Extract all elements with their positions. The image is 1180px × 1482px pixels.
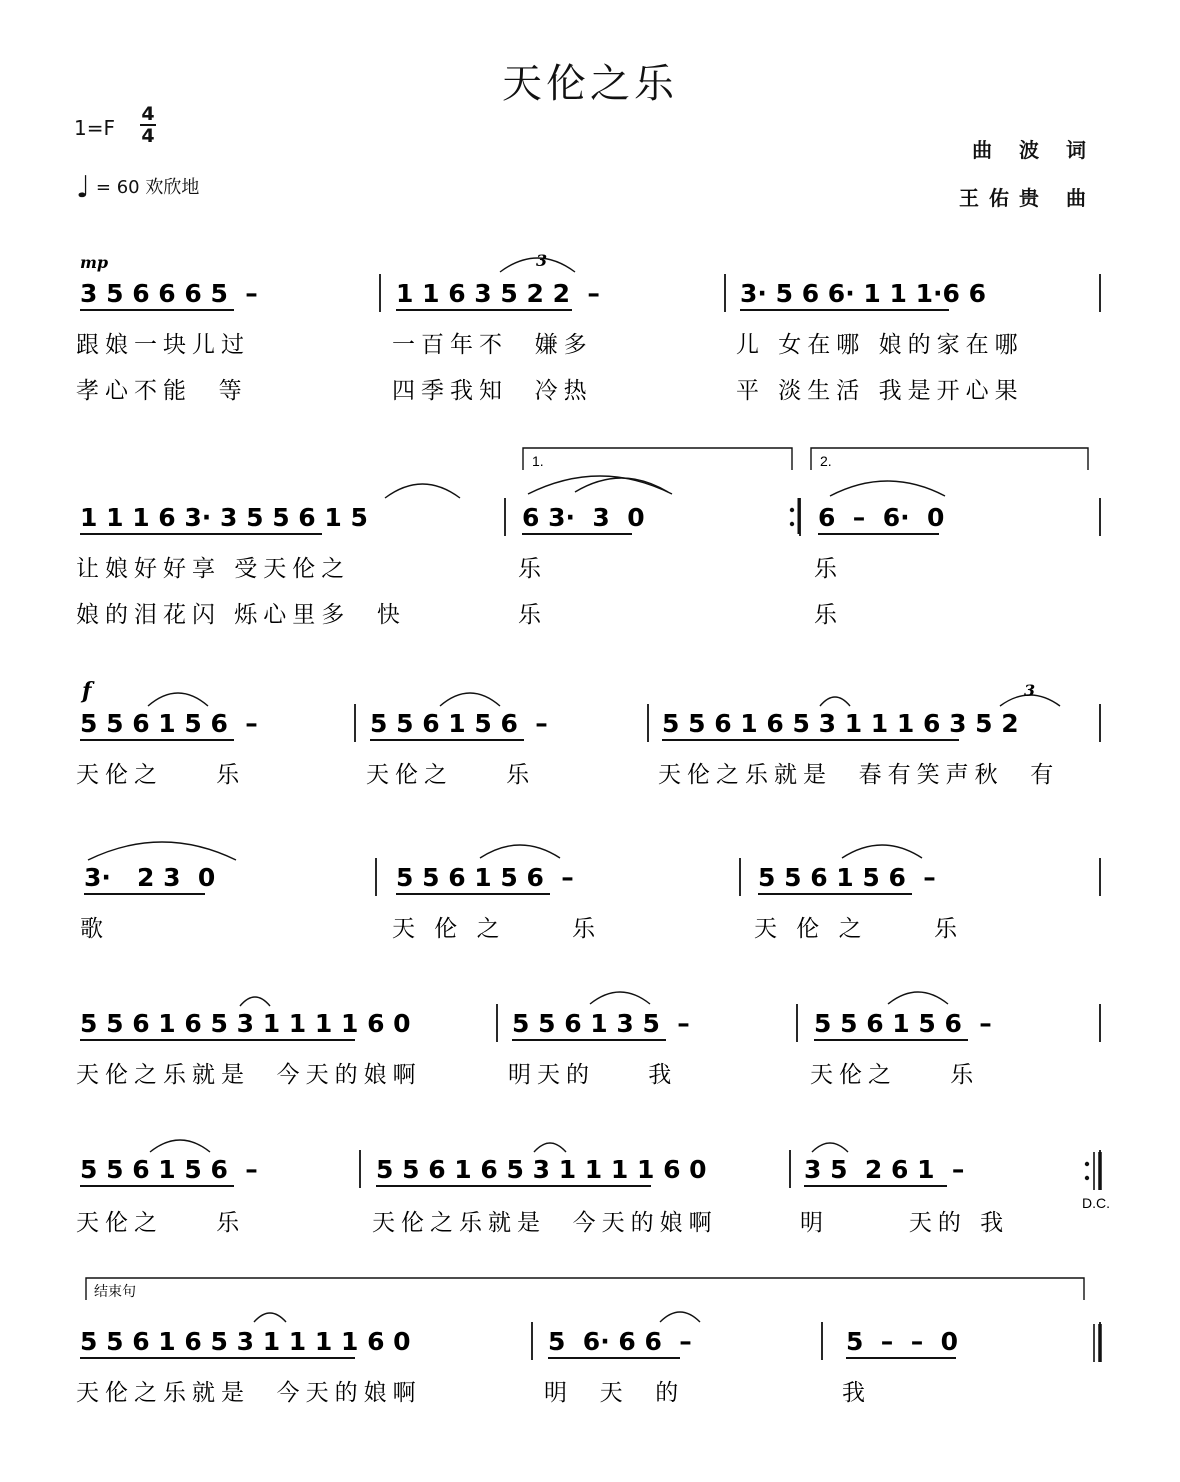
note-measure: 5 5 6 1 6 5 3 1 1 1 6 3 5 2 <box>662 709 1019 738</box>
note-measure: 5 5 6 1 6 5 3 1 1 1 1 6 0 <box>376 1155 707 1184</box>
lyric-text: 乐 <box>814 556 843 582</box>
lyric-text: 明 天的 我 <box>800 1210 1010 1236</box>
lyric-text: 天 伦 之 乐 <box>754 916 964 942</box>
lyric-text: 歌 <box>80 916 109 942</box>
note-measure: 5 5 6 1 5 6 – <box>758 863 936 892</box>
slur <box>88 842 236 860</box>
lyric-text: 平 淡生活 我是开心果 <box>736 378 1024 404</box>
song-title: 天伦之乐 <box>502 61 678 107</box>
key-signature: 1=F <box>74 116 115 140</box>
repeat-dot <box>790 522 794 526</box>
lyric-text: 天伦之 乐 <box>76 1210 246 1236</box>
tuplet-number: 3 <box>1024 681 1036 700</box>
slur <box>534 1143 566 1152</box>
dynamic-mp: mp <box>80 253 109 272</box>
lyric-text: 明天的 我 <box>508 1062 678 1088</box>
note-measure: 5 5 6 1 3 5 – <box>512 1009 690 1038</box>
volta-bracket-1 <box>523 448 792 470</box>
note-measure: 3 5 6 6 6 5 – <box>80 279 258 308</box>
lyric-text: 儿 女在哪 娘的家在哪 <box>736 332 1024 358</box>
note-measure: 5 – – 0 <box>846 1327 959 1356</box>
slur <box>820 697 850 706</box>
slur <box>812 1143 848 1152</box>
note-measure: 5 6· 6 6 – <box>548 1327 692 1356</box>
repeat-dot <box>1085 1162 1089 1166</box>
lyric-text: 天 伦 之 乐 <box>392 916 602 942</box>
lyricist-credit: 曲 波 词 <box>972 138 1096 162</box>
lyric-text: 天伦之 乐 <box>366 762 536 788</box>
lyric-text: 天伦之 乐 <box>76 762 246 788</box>
slur <box>385 484 460 498</box>
slur <box>148 693 208 706</box>
lyric-text: 明 天 的 <box>544 1380 685 1406</box>
slur <box>254 1313 286 1322</box>
repeat-dot <box>790 508 794 512</box>
time-sig-top: 4 <box>141 103 155 125</box>
volta-bracket-2 <box>811 448 1088 470</box>
note-measure: 3· 5 6 6· 1 1 1·6 6 <box>740 279 986 308</box>
slur <box>575 478 668 492</box>
slur <box>528 476 672 494</box>
note-measure: 5 5 6 1 5 6 – <box>80 1155 258 1184</box>
slur <box>888 992 948 1004</box>
slur <box>150 1140 210 1152</box>
note-measure: 3 5 2 6 1 – <box>804 1155 965 1184</box>
volta-2-label: 2. <box>820 453 832 469</box>
lyric-text: 孝心不能 等 <box>76 378 248 404</box>
lyric-text: 天伦之乐就是 今天的娘啊 <box>76 1062 422 1088</box>
lyric-text: 天伦之 乐 <box>810 1062 980 1088</box>
note-measure: 5 5 6 1 5 6 – <box>80 709 258 738</box>
quarter-note-icon: ♩ <box>76 170 91 205</box>
note-measure: 5 5 6 1 5 6 – <box>370 709 548 738</box>
note-measure: 5 5 6 1 5 6 – <box>814 1009 992 1038</box>
ending-bracket <box>86 1278 1084 1300</box>
tuplet-number: 3 <box>536 251 548 270</box>
lyric-text: 乐 <box>814 602 843 628</box>
slur <box>440 693 500 706</box>
lyric-text: 天伦之乐就是 今天的娘啊 <box>76 1380 422 1406</box>
slur <box>590 992 650 1004</box>
lyric-text: 乐 <box>518 602 547 628</box>
slur <box>240 997 270 1006</box>
repeat-dot <box>1085 1176 1089 1180</box>
tempo-text: = 60 欢欣地 <box>95 177 200 198</box>
slur <box>660 1312 700 1322</box>
lyric-text: 乐 <box>518 556 547 582</box>
volta-1-label: 1. <box>532 453 544 469</box>
note-measure: 5 5 6 1 6 5 3 1 1 1 1 6 0 <box>80 1327 411 1356</box>
ending-label: 结束句 <box>94 1283 136 1299</box>
lyric-text: 我 <box>842 1380 871 1406</box>
note-measure: 6 3· 3 0 <box>522 503 645 532</box>
note-measure: 1 1 6 3 5 2 2 – <box>396 279 600 308</box>
time-sig-bottom: 4 <box>141 125 155 147</box>
lyric-text: 跟娘一块儿过 <box>76 332 250 358</box>
note-measure: 1 1 1 6 3· 3 5 5 6 1 5 <box>80 503 368 532</box>
dc-marking: D.C. <box>1082 1195 1110 1211</box>
slur <box>480 845 560 858</box>
lyric-text: 让娘好好享 受天伦之 <box>76 556 351 582</box>
note-measure: 3· 2 3 0 <box>84 863 216 892</box>
lyric-text: 天伦之乐就是 今天的娘啊 <box>372 1210 718 1236</box>
dynamic-f: f <box>82 678 92 704</box>
lyric-text: 一百年不 嫌多 <box>392 332 593 358</box>
slur <box>830 481 945 496</box>
note-measure: 5 5 6 1 6 5 3 1 1 1 1 6 0 <box>80 1009 411 1038</box>
lyric-text: 天伦之乐就是 春有笑声秋 有 <box>658 762 1060 788</box>
composer-credit: 王佑贵 曲 <box>959 186 1096 210</box>
lyric-text: 四季我知 冷热 <box>392 378 593 404</box>
slur <box>842 845 922 858</box>
lyric-text: 娘的泪花闪 烁心里多 快 <box>76 602 406 628</box>
note-measure: 6 – 6· 0 <box>818 503 945 532</box>
note-measure: 5 5 6 1 5 6 – <box>396 863 574 892</box>
